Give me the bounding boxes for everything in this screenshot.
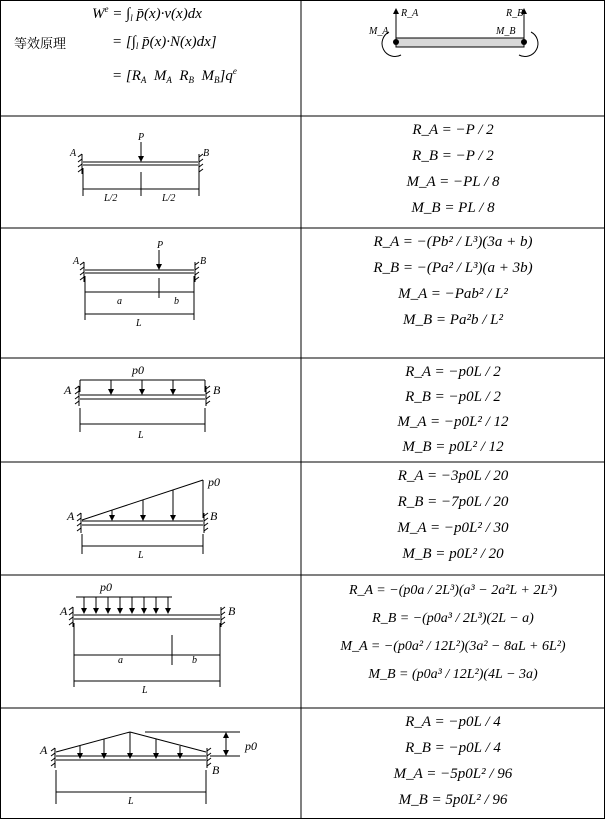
result-rb: R_B = −7p0L / 20 — [397, 494, 509, 510]
result-rb: R_B = −p0L / 4 — [405, 740, 501, 756]
end-b-label: B — [213, 383, 221, 397]
row-partial-uniform-diagram — [0, 575, 301, 708]
dim-label-2: L/2 — [162, 193, 176, 204]
result-ma: M_A = −(p0a² / 12L²)(3a² − 8aL + 6L²) — [340, 639, 566, 654]
element-diagram — [301, 0, 605, 116]
end-b-label: B — [212, 763, 220, 777]
row-point-offset-results — [301, 228, 605, 358]
result-mb: M_B = PL / 8 — [411, 200, 495, 216]
row-partial-uniform-results — [301, 575, 605, 708]
label-mb: M_B — [496, 26, 516, 37]
formula-line-2: = [$\int_l$ p̄(x)·N(x)dx] — [112, 34, 217, 51]
result-ra: R_A = −(Pb² / L³)(3a + b) — [373, 234, 533, 250]
dim-label-1: L/2 — [104, 193, 118, 204]
end-a-label: A — [67, 509, 75, 523]
end-b-label: B — [210, 509, 218, 523]
load-label: p0 — [132, 363, 144, 377]
result-mb: M_B = p0L² / 20 — [402, 546, 504, 562]
row-triangular-results — [301, 462, 605, 575]
row-point-center-results — [301, 116, 605, 228]
row-uniform-diagram — [0, 358, 301, 462]
dim-label-2: b — [174, 296, 179, 307]
end-a-label: A — [64, 383, 72, 397]
formula-line-3: = [$R_A$ $M_A$ $R_B$ $M_B]q^e$ — [112, 66, 237, 85]
result-ra: R_A = −P / 2 — [412, 122, 494, 138]
end-a-label: A — [60, 604, 68, 618]
dim-label-total: L — [128, 796, 134, 807]
dim-label-total: L — [138, 430, 144, 441]
result-mb: M_B = Pa²b / L² — [403, 312, 503, 328]
dim-label-total: L — [136, 318, 142, 329]
end-b-label: B — [228, 604, 236, 618]
end-b-label: B — [200, 256, 207, 267]
label-ma: M_A — [369, 26, 389, 37]
result-ra: R_A = −p0L / 4 — [405, 714, 501, 730]
result-mb: M_B = p0L² / 12 — [402, 439, 504, 455]
page-title: 等效原理 — [14, 37, 67, 52]
dim-label-1: a — [117, 296, 122, 307]
header-left-cell — [0, 0, 301, 116]
row-uniform-results — [301, 358, 605, 462]
dim-label-2: b — [192, 655, 197, 666]
result-ma: M_A = −PL / 8 — [406, 174, 500, 190]
row-symmetric-triangular-diagram — [0, 708, 301, 819]
load-label: p0 — [208, 475, 220, 489]
dim-label-total: L — [142, 685, 148, 696]
result-ma: M_A = −p0L² / 30 — [397, 520, 509, 536]
label-ra: R_A — [401, 8, 419, 19]
load-label: p0 — [245, 739, 257, 753]
result-mb: M_B = (p0a³ / 12L²)(4L − 3a) — [368, 667, 538, 682]
row-point-center-diagram — [0, 116, 301, 228]
result-ma: M_A = −Pab² / L² — [398, 286, 508, 302]
row-triangular-diagram — [0, 462, 301, 575]
end-b-label: B — [203, 148, 210, 159]
header-right-cell — [301, 0, 605, 116]
result-rb: R_B = −P / 2 — [412, 148, 494, 164]
end-a-label: A — [73, 256, 80, 267]
load-label: p0 — [100, 580, 112, 594]
formula-line-1: $W^e = \int_l$ p̄(x)·v(x)dx — [92, 4, 202, 23]
result-ma: M_A = −5p0L² / 96 — [393, 766, 513, 782]
result-rb: R_B = −(p0a³ / 2L³)(2L − a) — [372, 611, 534, 626]
end-a-label: A — [70, 148, 77, 159]
result-rb: R_B = −(Pa² / L³)(a + 3b) — [373, 260, 533, 276]
result-rb: R_B = −p0L / 2 — [405, 389, 501, 405]
result-ra: R_A = −3p0L / 20 — [397, 468, 509, 484]
result-ma: M_A = −p0L² / 12 — [397, 414, 509, 430]
result-ra: R_A = −(p0a / 2L³)(a³ − 2a²L + 2L³) — [348, 583, 558, 598]
row-point-offset-diagram — [0, 228, 301, 358]
dim-label-total: L — [138, 550, 144, 561]
dim-label-1: a — [118, 655, 123, 666]
load-label: P — [157, 240, 164, 251]
end-a-label: A — [40, 743, 48, 757]
result-mb: M_B = 5p0L² / 96 — [398, 792, 508, 808]
row-symmetric-triangular-results — [301, 708, 605, 819]
load-label: P — [138, 132, 145, 143]
result-ra: R_A = −p0L / 2 — [405, 364, 501, 380]
label-rb: R_B — [506, 8, 524, 19]
